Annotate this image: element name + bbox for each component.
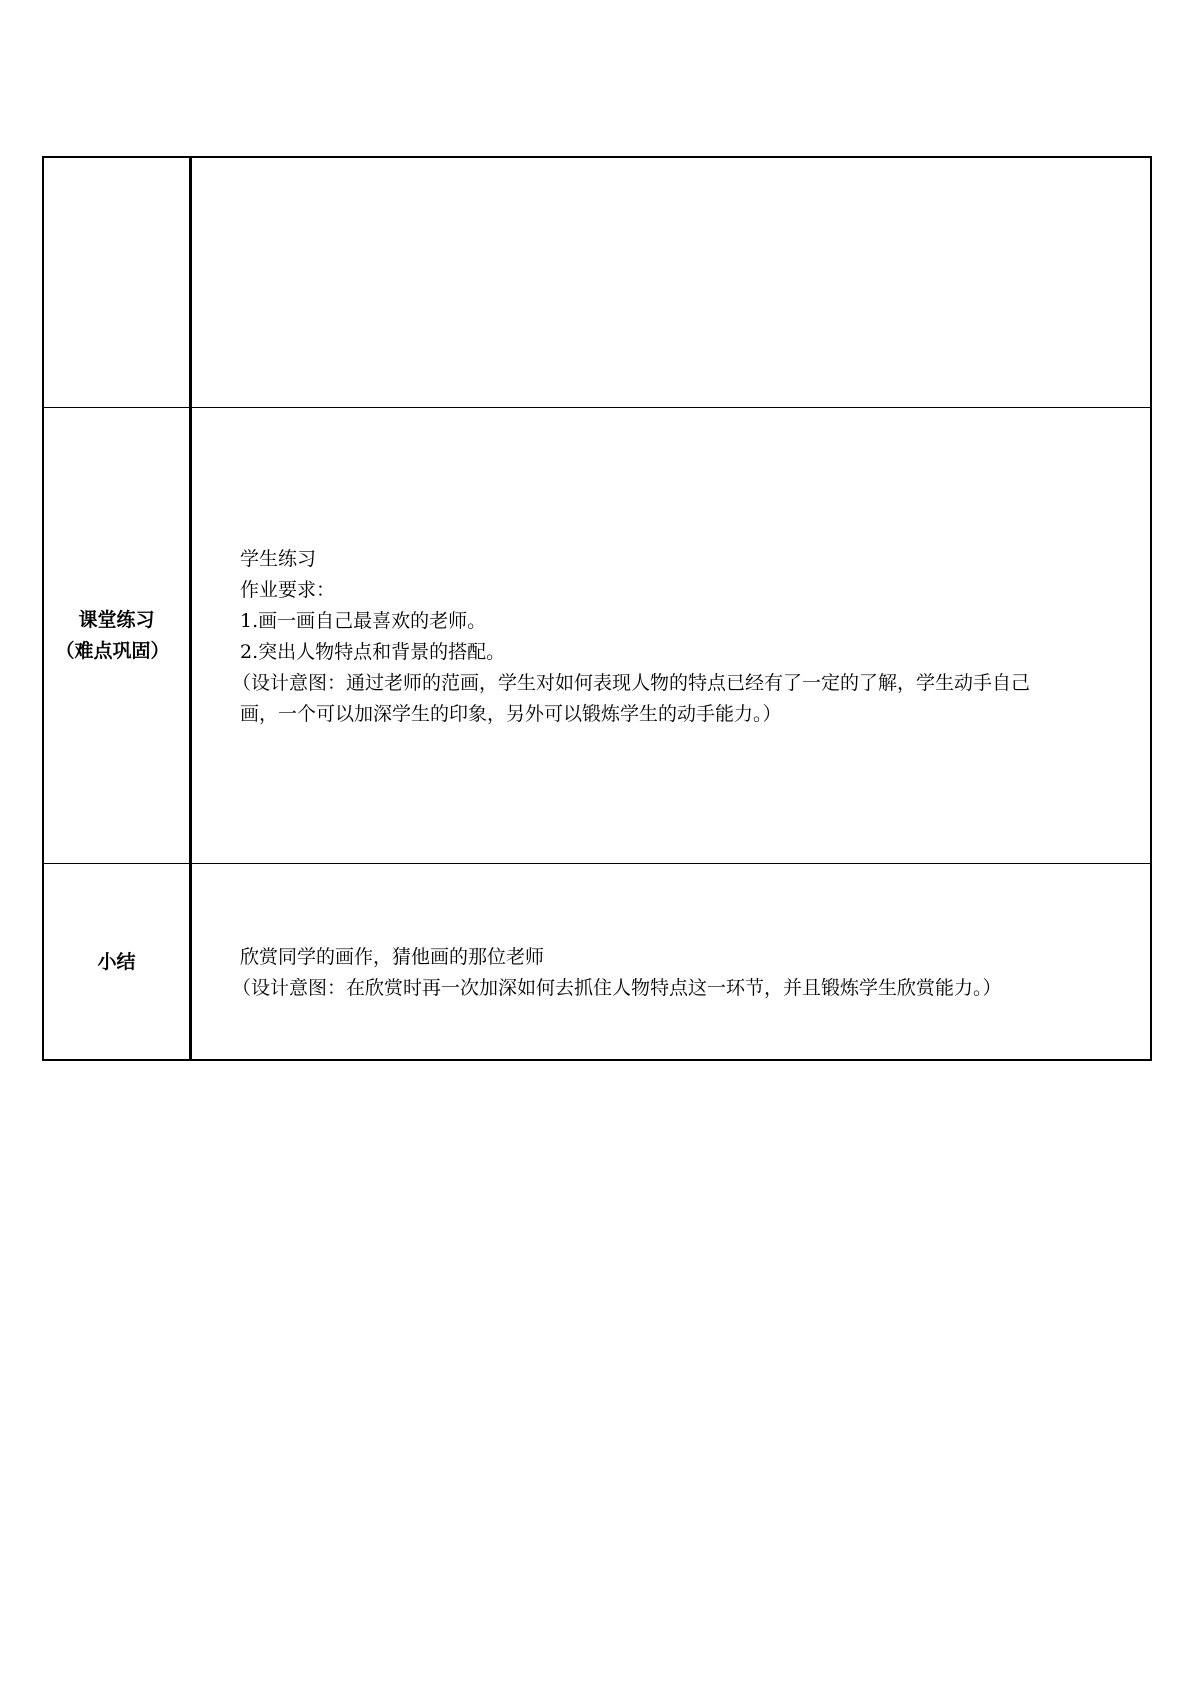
content-line: 欣赏同学的画作，猜他画的那位老师 <box>240 946 545 968</box>
content-line: （设计意图：在欣赏时再一次加深如何去抓住人物特点这一环节，并且锻炼学生欣赏能力。） <box>232 977 1002 999</box>
table-row-summary <box>44 864 1150 1061</box>
row-label-cell <box>44 864 192 1061</box>
row-content-cell <box>192 864 1150 1061</box>
content-line: 画，一个可以加深学生的印象，另外可以锻炼学生的动手能力。） <box>240 703 782 725</box>
row-content-cell <box>192 408 1150 863</box>
row-sublabel: （难点巩固） <box>55 639 170 662</box>
row-label-cell <box>44 158 192 407</box>
content-block <box>232 544 1142 730</box>
table-row-classroom-practice <box>44 408 1150 864</box>
row-label: 小结 <box>97 951 136 973</box>
row-label: 课堂练习 <box>78 608 155 631</box>
row-label-cell <box>44 408 192 863</box>
content-line: （设计意图：通过老师的范画，学生对如何表现人物的特点已经有了一定的了解，学生动手自己 <box>232 672 1031 694</box>
table-row <box>44 158 1150 408</box>
content-block <box>232 942 1142 1004</box>
content-line: 学生练习 <box>240 548 317 570</box>
content-line: 1.画一画自己最喜欢的老师。 <box>240 610 487 632</box>
content-line: 2.突出人物特点和背景的搭配。 <box>240 641 506 663</box>
content-line: 作业要求： <box>240 579 336 601</box>
lesson-plan-table <box>42 156 1152 1061</box>
row-content-cell <box>192 158 1150 407</box>
